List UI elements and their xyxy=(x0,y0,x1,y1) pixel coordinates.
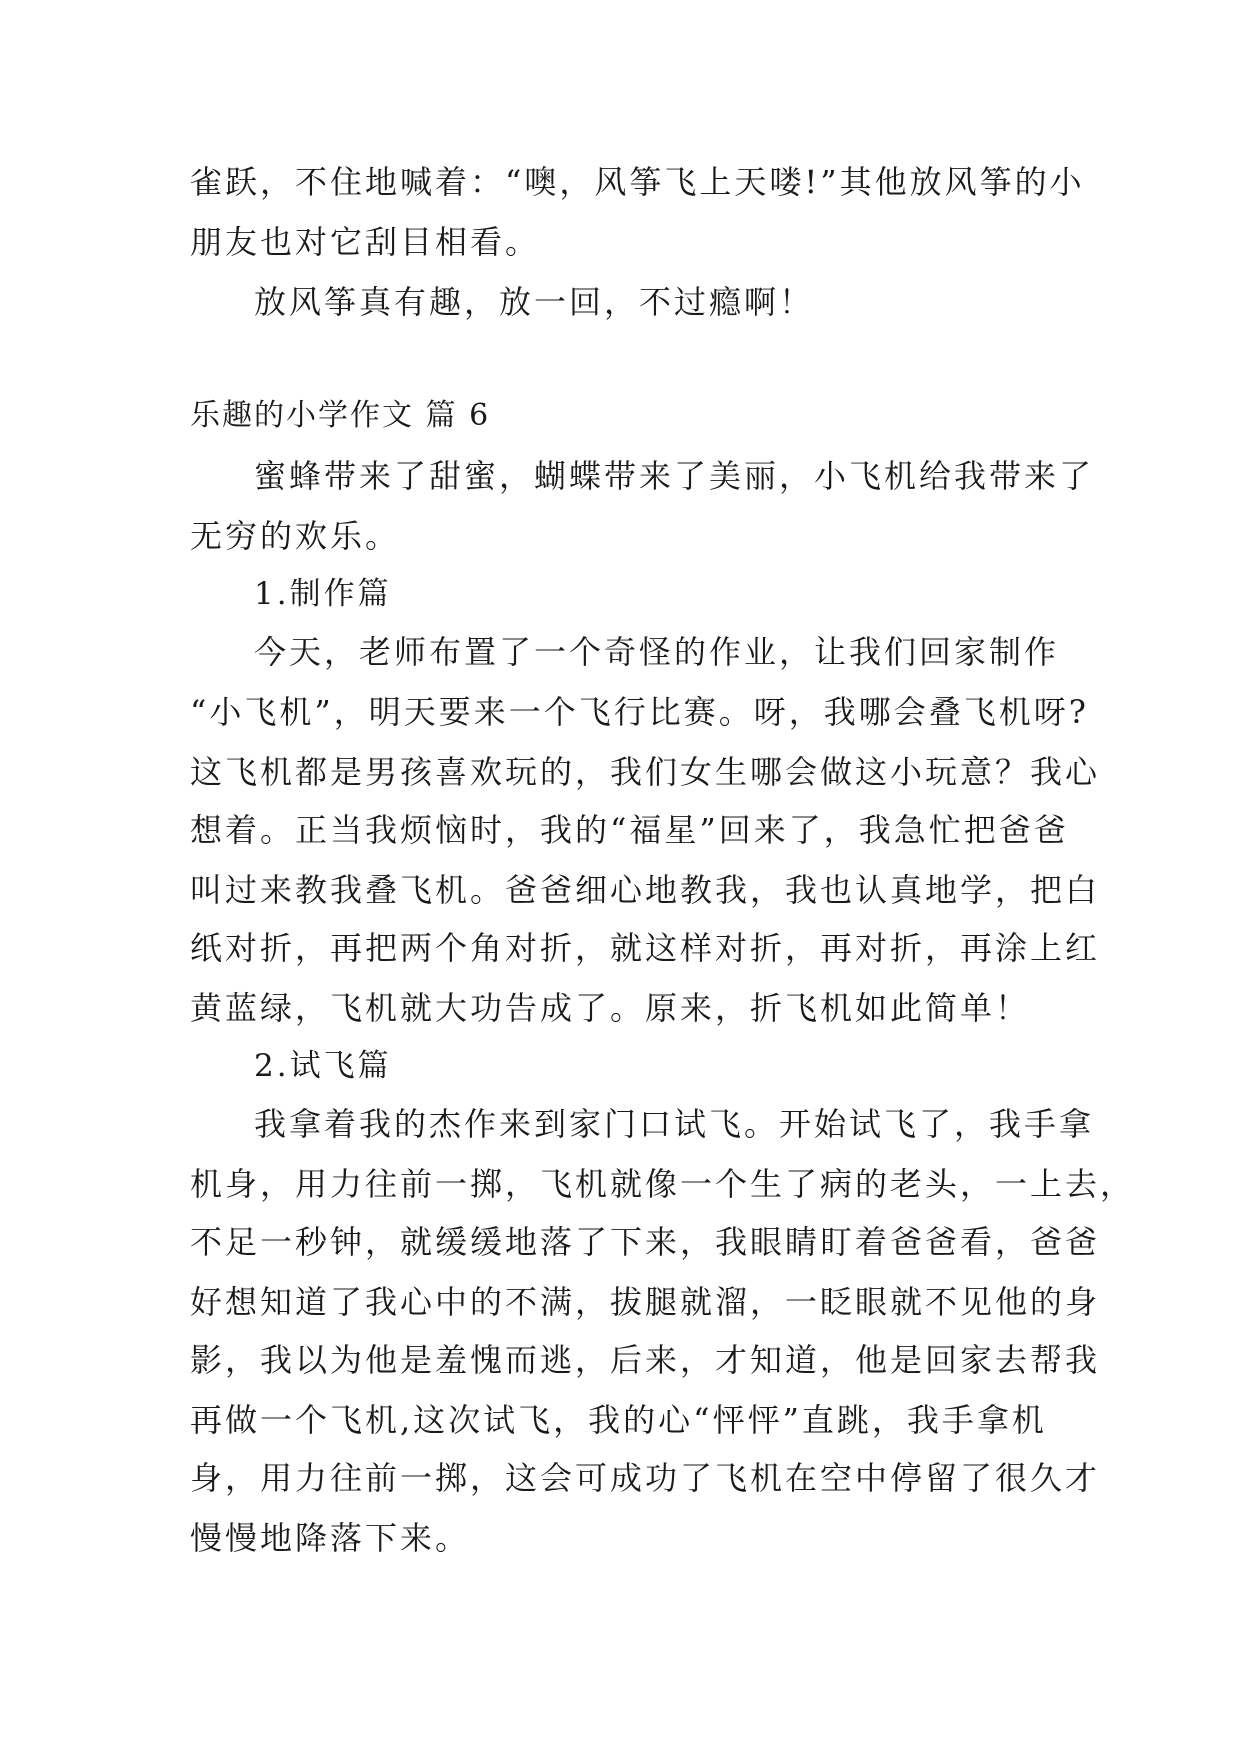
para2-line-2: 机身，用力往前一掷，飞机就像一个生了病的老头，一上去， xyxy=(190,1165,1136,1203)
para2-line-8: 慢慢地降落下来。 xyxy=(190,1519,471,1557)
para1-line-5: 叫过来教我叠飞机。爸爸细心地教我，我也认真地学，把白 xyxy=(190,871,1101,909)
section-title: 乐趣的小学作文 篇 6 xyxy=(190,398,491,433)
subheading-test-flight: 2.试飞篇 xyxy=(254,1048,392,1084)
continuation-line-2: 朋友也对它刮目相看。 xyxy=(190,223,541,261)
intro-line-2: 无穷的欢乐。 xyxy=(190,517,401,555)
continuation-line-1: 雀跃，不住地喊着：“噢，风筝飞上天喽!”其他放风筝的小 xyxy=(190,163,1085,201)
para1-line-2: “小飞机”，明天要来一个飞行比赛。呀，我哪会叠飞机呀? xyxy=(190,693,1089,731)
closing-paragraph: 放风筝真有趣，放一回，不过瘾啊！ xyxy=(254,283,815,321)
para2-line-7: 身，用力往前一掷，这会可成功了飞机在空中停留了很久才 xyxy=(190,1459,1101,1497)
para2-line-5: 影，我以为他是羞愧而逃，后来，才知道，他是回家去帮我 xyxy=(190,1341,1101,1379)
intro-line-1: 蜜蜂带来了甜蜜，蝴蝶带来了美丽，小飞机给我带来了 xyxy=(254,457,1095,495)
para1-line-7: 黄蓝绿，飞机就大功告成了。原来，折飞机如此简单！ xyxy=(190,989,1031,1027)
para1-line-6: 纸对折，再把两个角对折，就这样对折，再对折，再涂上红 xyxy=(190,929,1101,967)
para2-line-6: 再做一个飞机,这次试飞，我的心“怦怦”直跳，我手拿机 xyxy=(190,1401,1047,1439)
subheading-make: 1.制作篇 xyxy=(254,576,392,612)
para2-line-1: 我拿着我的杰作来到家门口试飞。开始试飞了，我手拿 xyxy=(254,1105,1095,1143)
para1-line-3: 这飞机都是男孩喜欢玩的，我们女生哪会做这小玩意？我心 xyxy=(190,753,1101,791)
para2-line-4: 好想知道了我心中的不满，拔腿就溜，一眨眼就不见他的身 xyxy=(190,1283,1101,1321)
para2-line-3: 不足一秒钟，就缓缓地落了下来，我眼睛盯着爸爸看，爸爸 xyxy=(190,1223,1101,1261)
para1-line-1: 今天，老师布置了一个奇怪的作业，让我们回家制作 xyxy=(254,633,1060,671)
para1-line-4: 想着。正当我烦恼时，我的“福星”回来了，我急忙把爸爸 xyxy=(190,811,1069,849)
